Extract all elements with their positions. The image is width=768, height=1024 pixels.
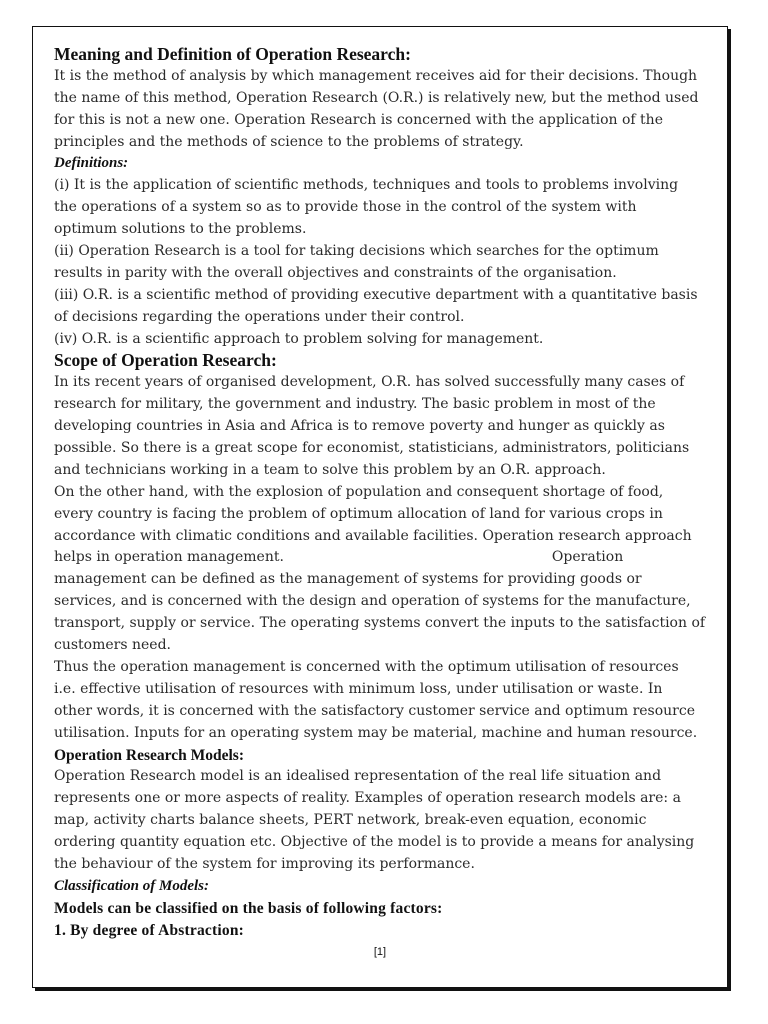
definition-line: (iv) O.R. is a scientific approach to problem solving for management. <box>54 330 544 347</box>
scope-line: possible. So there is a great scope for economist, statisticians, administrators, politicians <box>54 440 690 457</box>
models-line: the behaviour of the system for improving its performance. <box>54 855 475 872</box>
meaning-line: for this is not a new one. Operation Research is concerned with the application of the <box>54 111 663 128</box>
page-number: [1] <box>373 946 387 958</box>
definition-line: (i) It is the application of scientific methods, techniques and tools to problems involving <box>54 177 679 194</box>
definition-line: the operations of a system so as to provide those in the control of the system with <box>54 199 637 216</box>
page-content <box>54 44 709 942</box>
scope-line: i.e. effective utilisation of resources with minimum loss, under utilisation or waste. In <box>54 680 663 697</box>
heading-meaning: Meaning and Definition of Operation Research: <box>54 44 411 64</box>
scope-line: accordance with climatic conditions and available facilities. Operation research approach <box>54 527 692 544</box>
scope-line: research for military, the government and industry. The basic problem in most of the <box>54 396 656 413</box>
definition-line: (iii) O.R. is a scientific method of providing executive department with a quantitative basis <box>54 286 698 303</box>
scope-line: Thus the operation management is concerned with the optimum utilisation of resources <box>54 658 679 675</box>
definitions-heading: Definitions: <box>54 155 129 172</box>
definition-line: results in parity with the overall objectives and constraints of the organisation. <box>54 264 617 281</box>
heading-models: Operation Research Models: <box>54 746 244 764</box>
models-line: Operation Research model is an idealised representation of the real life situation and <box>54 768 662 785</box>
scope-line: other words, it is concerned with the satisfactory customer service and optimum resource <box>54 702 695 719</box>
abstraction-line: 1. By degree of Abstraction: <box>54 921 244 939</box>
models-line: map, activity charts balance sheets, PERT network, break-even equation, economic <box>54 812 647 829</box>
models-line: ordering quantity equation etc. Objective of the model is to provide a means for analysing <box>54 834 695 851</box>
classification-heading: Classification of Models: <box>54 877 210 894</box>
meaning-line: the name of this method, Operation Research (O.R.) is relatively new, but the method used <box>54 89 699 106</box>
models-line: represents one or more aspects of reality. Examples of operation research models are: a <box>54 790 681 807</box>
meaning-line: principles and the methods of science to the problems of strategy. <box>54 133 524 150</box>
scope-split-right: Operation <box>551 549 624 566</box>
scope-line: In its recent years of organised development, O.R. has solved successfully many cases of <box>54 374 685 391</box>
scope-line: developing countries in Asia and Africa is to remove poverty and hunger as quickly as <box>54 418 665 435</box>
scope-line: every country is facing the problem of optimum allocation of land for various crops in <box>54 505 663 522</box>
meaning-line: It is the method of analysis by which management receives aid for their decisions. Though <box>54 67 698 84</box>
scope-line: customers need. <box>54 637 171 654</box>
scope-line: On the other hand, with the explosion of population and consequent shortage of food, <box>54 483 664 500</box>
scope-split-line <box>54 547 709 569</box>
document-page <box>32 26 728 988</box>
scope-line: utilisation. Inputs for an operating system may be material, machine and human resource. <box>54 724 698 741</box>
definition-line: optimum solutions to the problems. <box>54 221 307 238</box>
scope-line: management can be defined as the management of systems for providing goods or <box>54 571 642 588</box>
scope-split-left: helps in operation management. <box>54 549 284 566</box>
scope-line: services, and is concerned with the design and operation of systems for the manufacture, <box>54 593 691 610</box>
definition-line: of decisions regarding the operations under their control. <box>54 308 465 325</box>
scope-line: transport, supply or service. The operating systems convert the inputs to the satisfaction of <box>54 615 706 632</box>
definition-line: (ii) Operation Research is a tool for taking decisions which searches for the optimum <box>54 243 659 260</box>
classified-line: Models can be classified on the basis of following factors: <box>54 899 443 917</box>
heading-scope: Scope of Operation Research: <box>54 350 277 371</box>
scope-line: and technicians working in a team to solve this problem by an O.R. approach. <box>54 461 606 478</box>
